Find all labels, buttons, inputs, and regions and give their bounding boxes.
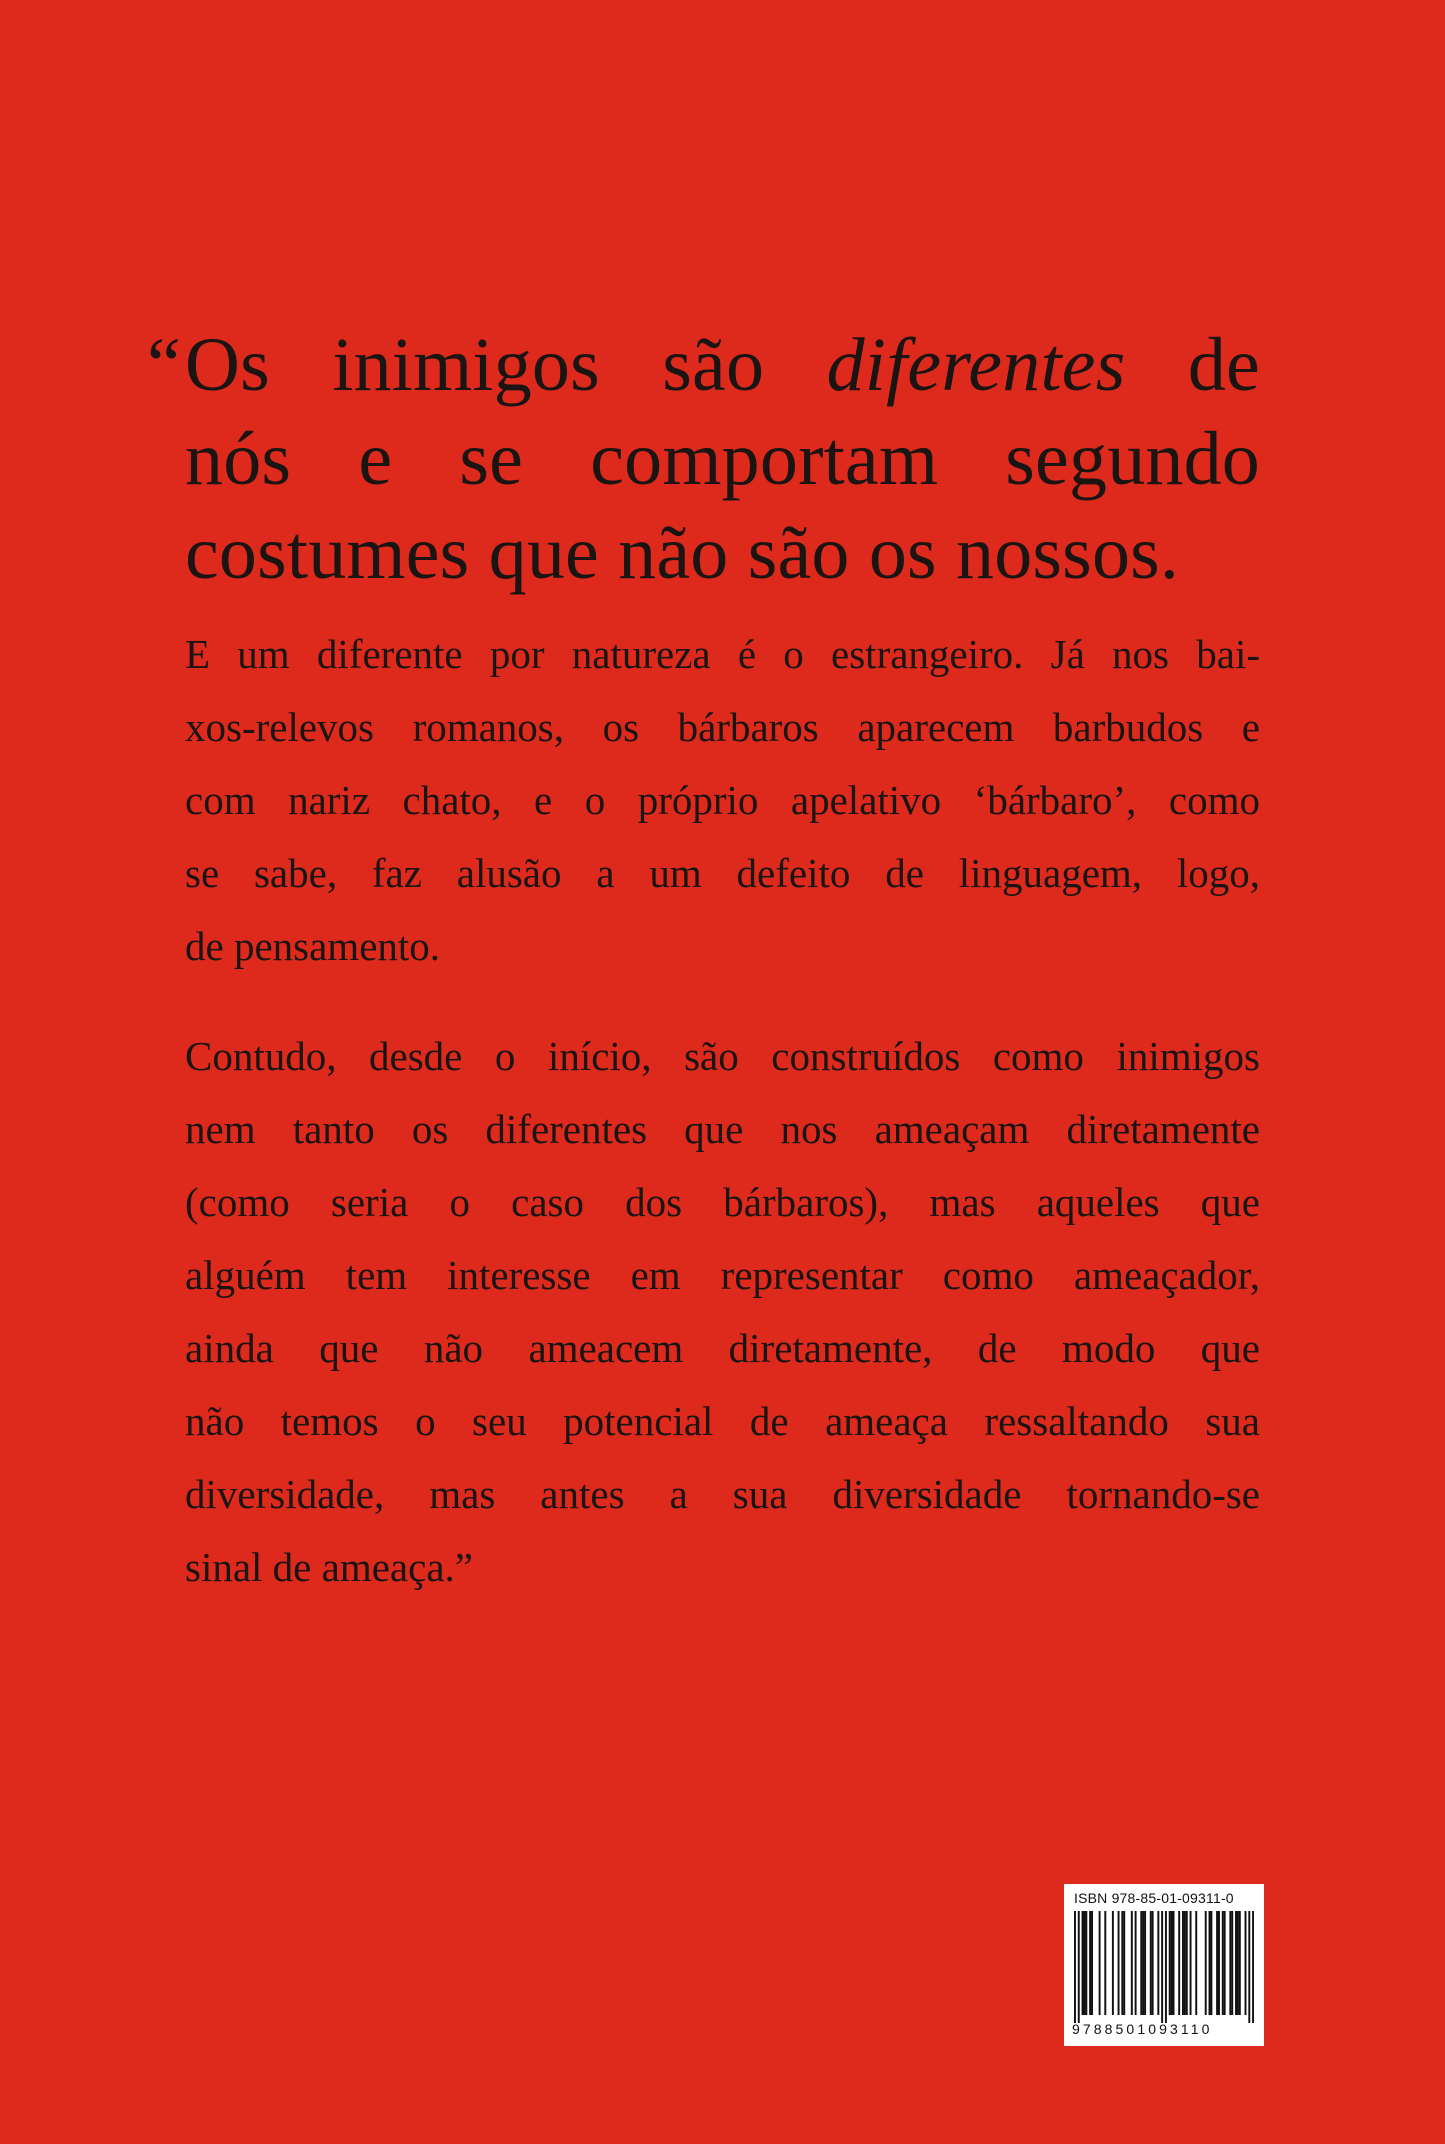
barcode-bar xyxy=(1082,1911,1084,2015)
barcode-bar xyxy=(1118,1911,1120,2015)
barcode-bar xyxy=(1089,1911,1091,2015)
barcode-bar xyxy=(1074,1911,1076,2023)
ean-digits: 9788501093110 xyxy=(1072,2021,1213,2037)
barcode-bar xyxy=(1231,1911,1233,2015)
barcode-bar xyxy=(1209,1911,1211,2015)
paragraph-line: se sabe, faz alusão a um defeito de linguagem, logo, xyxy=(185,850,1260,896)
barcode-bar xyxy=(1123,1911,1125,2015)
isbn-barcode xyxy=(1064,1884,1264,2046)
barcode-bar xyxy=(1161,1911,1163,2023)
barcode-bar xyxy=(1186,1911,1188,2015)
barcode-bar xyxy=(1195,1911,1197,2015)
barcode-bar xyxy=(1205,1911,1207,2015)
paragraph-line: de pensamento. xyxy=(185,923,441,969)
body-paragraph-1 xyxy=(185,618,1260,983)
barcode-bar xyxy=(1142,1911,1144,2015)
barcode-bar xyxy=(1252,1911,1254,2023)
pull-quote xyxy=(147,318,1260,600)
paragraph-line: alguém tem interesse em representar como ameaçador, xyxy=(185,1252,1260,1298)
barcode-bars xyxy=(1074,1911,1254,2023)
barcode-bar xyxy=(1078,1911,1080,2023)
paragraph-line: com nariz chato, e o próprio apelativo ‘bárbaro’, como xyxy=(185,777,1260,823)
barcode-bar xyxy=(1085,1911,1087,2015)
barcode-bar xyxy=(1237,1911,1239,2015)
barcode-bar xyxy=(1150,1911,1152,2015)
barcode-bar xyxy=(1157,1911,1159,2015)
barcode-bar xyxy=(1235,1911,1237,2015)
barcode-bar xyxy=(1169,1911,1171,2015)
barcode-bar xyxy=(1178,1911,1180,2015)
paragraph-line: Contudo, desde o início, são construídos como inimigos xyxy=(185,1033,1260,1079)
barcode-bar xyxy=(1144,1911,1146,2015)
paragraph-line: nem tanto os diferentes que nos ameaçam diretamente xyxy=(185,1106,1260,1152)
quote-line-2: nós e se comportam segundo xyxy=(185,417,1260,501)
body-paragraph-2 xyxy=(185,1020,1260,1604)
barcode-bar xyxy=(1171,1911,1173,2015)
paragraph-line: xos-relevos romanos, os bárbaros aparecem barbudos e xyxy=(185,704,1260,750)
barcode-bar xyxy=(1222,1911,1224,2015)
barcode-bar xyxy=(1131,1911,1133,2015)
barcode-bar xyxy=(1245,1911,1247,2015)
barcode-bar xyxy=(1140,1911,1142,2015)
barcode-bar xyxy=(1229,1911,1231,2015)
barcode-bar xyxy=(1224,1911,1226,2015)
barcode-bar xyxy=(1182,1911,1184,2015)
barcode-bar xyxy=(1210,1911,1212,2015)
barcode-bar xyxy=(1083,1911,1085,2015)
barcode-bar xyxy=(1104,1911,1106,2015)
emphasis-diferentes: diferentes xyxy=(826,323,1126,407)
barcode-bar xyxy=(1190,1911,1192,2015)
quote-line-3: costumes que não são os nossos. xyxy=(185,511,1180,595)
paragraph-line: diversidade, mas antes a sua diversidade tornando-se xyxy=(185,1471,1260,1517)
barcode-bar xyxy=(1091,1911,1093,2015)
barcode-bar xyxy=(1248,1911,1250,2023)
barcode-bar xyxy=(1135,1911,1137,2015)
barcode-bar xyxy=(1218,1911,1220,2015)
barcode-bar xyxy=(1173,1911,1175,2015)
barcode-bar xyxy=(1216,1911,1218,2015)
barcode-bar xyxy=(1112,1911,1114,2015)
barcode-bar xyxy=(1099,1911,1101,2015)
paragraph-line: (como seria o caso dos bárbaros), mas aqueles que xyxy=(185,1179,1260,1225)
barcode-bar xyxy=(1184,1911,1186,2015)
paragraph-line: não temos o seu potencial de ameaça ressaltando sua xyxy=(185,1398,1260,1444)
isbn-label: ISBN 978-85-01-09311-0 xyxy=(1074,1890,1234,1906)
paragraph-line: E um diferente por natureza é o estrangeiro. Já nos bai- xyxy=(185,631,1260,677)
paragraph-line: ainda que não ameacem diretamente, de modo que xyxy=(185,1325,1260,1371)
paragraph-line: sinal de ameaça.” xyxy=(185,1544,473,1590)
barcode-bar xyxy=(1239,1911,1241,2015)
barcode-bar xyxy=(1165,1911,1167,2023)
quote-line-1: Os inimigos são diferentes de xyxy=(185,323,1260,407)
opening-quote-mark: “ xyxy=(147,323,181,407)
barcode-bar xyxy=(1152,1911,1154,2015)
barcode-bar xyxy=(1121,1911,1123,2015)
